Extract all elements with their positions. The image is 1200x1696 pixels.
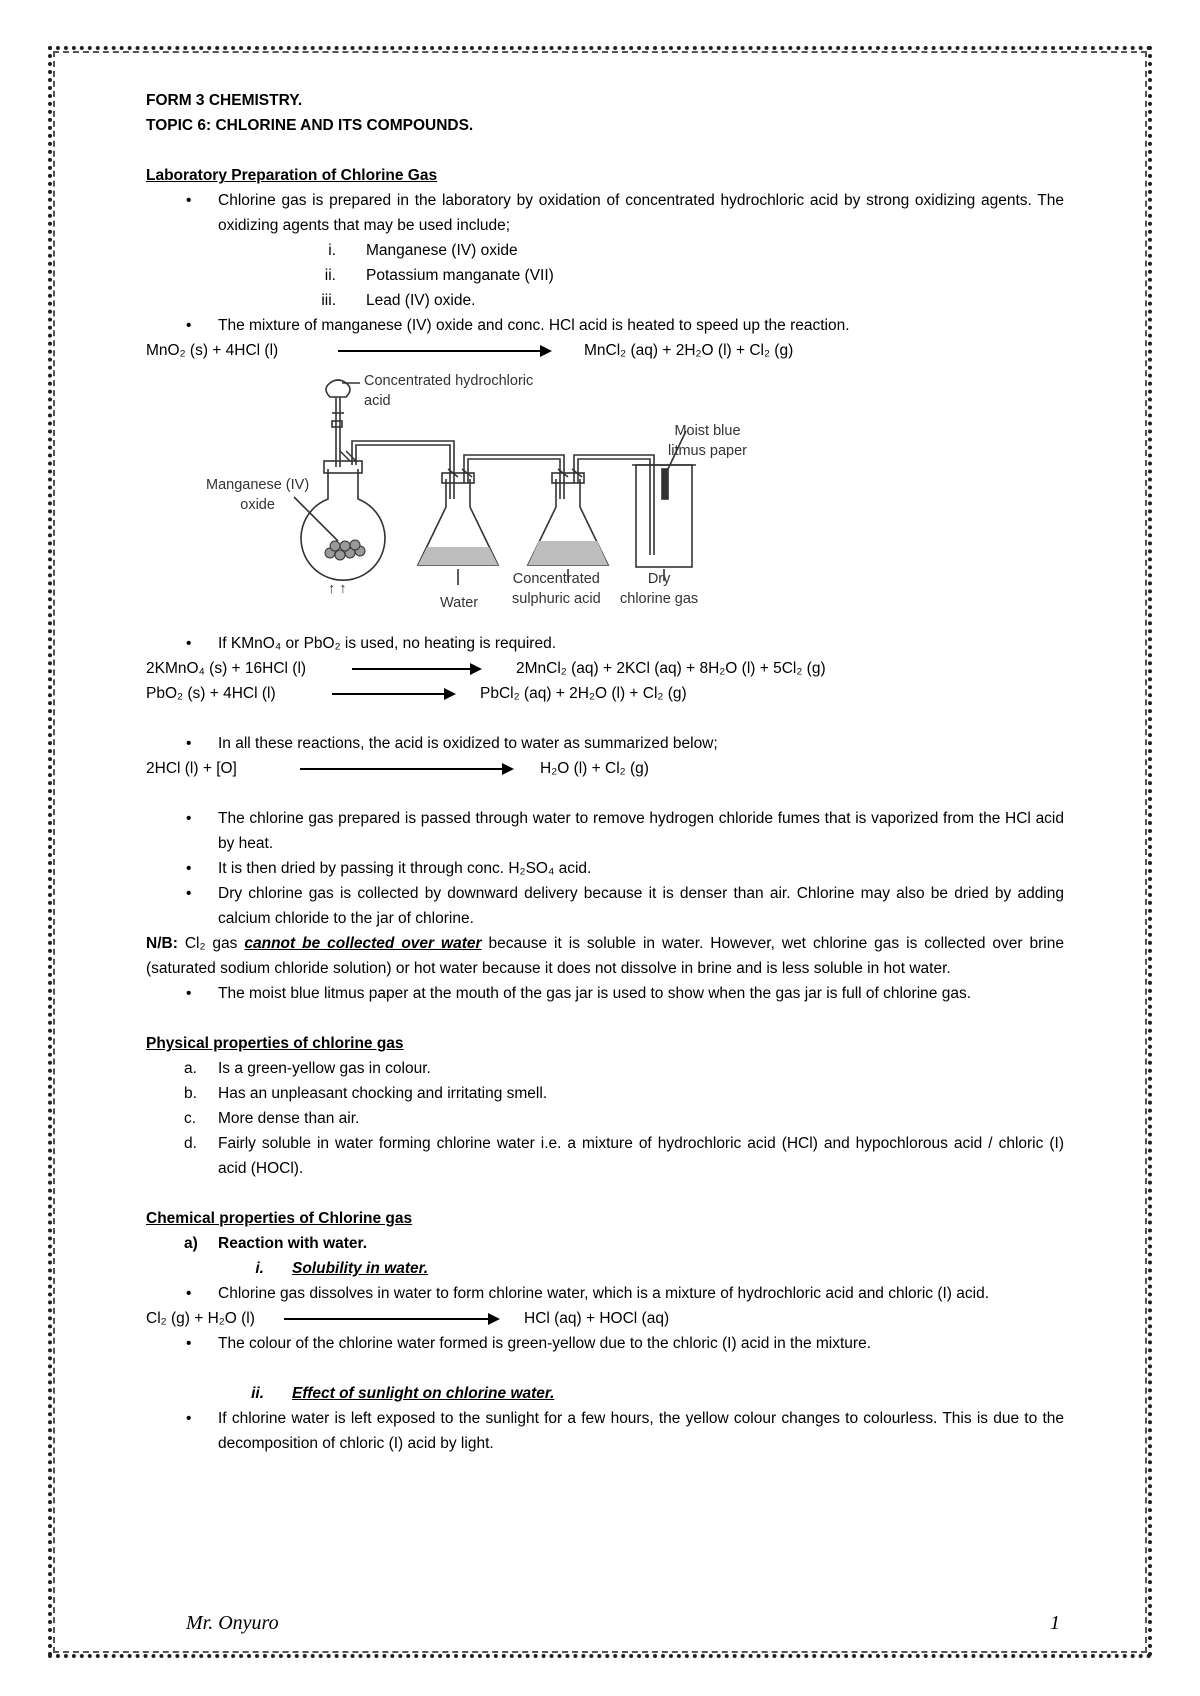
list-item: • If chlorine water is left exposed to the sunlight for a few hours, the yellow colour changes to colourless. This is due to the decomposition of chloric (I) acid by light. bbox=[146, 1406, 1064, 1456]
physical-heading: Physical properties of chlorine gas bbox=[146, 1035, 404, 1052]
page-number: 1 bbox=[1050, 1612, 1060, 1634]
label-dry-gas: Dry chlorine gas bbox=[620, 571, 699, 607]
subheading-a: a) Reaction with water. bbox=[184, 1235, 368, 1252]
bullet-icon: • bbox=[186, 1335, 192, 1352]
label-water: Water bbox=[440, 595, 479, 611]
list-item: • If KMnO₄ or PbO₂ is used, no heating is required. bbox=[146, 631, 1064, 656]
list-item: ii. Potassium manganate (VII) bbox=[324, 267, 554, 284]
list-item: c. More dense than air. bbox=[184, 1110, 360, 1127]
label-mno2: Manganese (IV) oxide bbox=[206, 477, 310, 513]
reaction-arrow-icon bbox=[338, 350, 550, 352]
form-title: FORM 3 CHEMISTRY. bbox=[146, 92, 303, 109]
equation-oxidation: 2HCl (l) + [O] H₂O (l) + Cl₂ (g) bbox=[146, 760, 649, 777]
list-item: • Chlorine gas dissolves in water to form chlorine water, which is a mixture of hydrochloric acid and chloric (I) acid. bbox=[146, 1281, 1064, 1306]
reaction-arrow-icon bbox=[300, 768, 512, 770]
label-litmus: Moist blue litmus paper bbox=[668, 423, 747, 459]
list-item: • It is then dried by passing it through conc. H₂SO₄ acid. bbox=[146, 856, 1064, 881]
bullet-icon: • bbox=[186, 735, 192, 752]
list-item: d. Fairly soluble in water forming chlorine water i.e. a mixture of hydrochloric acid (HCl) and hypochlorous acid / chloric (I) acid (HOCl). bbox=[184, 1135, 1064, 1177]
bullet-icon: • bbox=[186, 860, 192, 877]
equation-mno2: MnO₂ (s) + 4HCl (l) MnCl₂ (aq) + 2H₂O (l) + Cl₂ (g) bbox=[146, 342, 794, 359]
chemical-heading: Chemical properties of Chlorine gas bbox=[146, 1210, 413, 1227]
bullet-icon: • bbox=[186, 810, 192, 827]
equation-chlorine-water: Cl₂ (g) + H₂O (l) HCl (aq) + HOCl (aq) bbox=[146, 1310, 670, 1327]
list-item: • The moist blue litmus paper at the mouth of the gas jar is used to show when the gas jar is full of chlorine gas. bbox=[146, 981, 1064, 1006]
document-body bbox=[146, 88, 1064, 1456]
bullet-icon: • bbox=[186, 317, 192, 334]
heat-arrows-icon: ↑ ↑ bbox=[328, 581, 347, 597]
label-sulphuric: Concentrated sulphuric acid bbox=[512, 571, 601, 607]
apparatus-diagram bbox=[146, 369, 1064, 631]
list-item: • The mixture of manganese (IV) oxide and conc. HCl acid is heated to speed up the reaction. bbox=[146, 313, 1064, 338]
list-item: • Chlorine gas is prepared in the laboratory by oxidation of concentrated hydrochloric acid by strong oxidizing agents. The oxidizing agents that may be used include; bbox=[146, 188, 1064, 238]
reaction-arrow-icon bbox=[332, 693, 454, 695]
list-item: • The colour of the chlorine water formed is green-yellow due to the chloric (I) acid in the mixture. bbox=[146, 1331, 1064, 1356]
subheading-ii: ii. Effect of sunlight on chlorine water. bbox=[251, 1385, 555, 1402]
list-item: b. Has an unpleasant chocking and irritating smell. bbox=[184, 1085, 548, 1102]
reaction-arrow-icon bbox=[352, 668, 480, 670]
list-item: i. Manganese (IV) oxide bbox=[328, 242, 518, 259]
list-item: a. Is a green-yellow gas in colour. bbox=[184, 1060, 431, 1077]
list-item: iii. Lead (IV) oxide. bbox=[321, 292, 476, 309]
bullet-icon: • bbox=[186, 635, 192, 652]
equation-kmno4: 2KMnO₄ (s) + 16HCl (l) 2MnCl₂ (aq) + 2KCl (aq) + 8H₂O (l) + 5Cl₂ (g) bbox=[146, 660, 826, 677]
reaction-arrow-icon bbox=[284, 1318, 498, 1320]
footer-author: Mr. Onyuro bbox=[186, 1612, 279, 1634]
equation-pbo2: PbO₂ (s) + 4HCl (l) PbCl₂ (aq) + 2H₂O (l) + Cl₂ (g) bbox=[146, 685, 687, 702]
bullet-icon: • bbox=[186, 885, 192, 902]
bullet-icon: • bbox=[186, 192, 192, 209]
bullet-icon: • bbox=[186, 1410, 192, 1427]
nb-note: N/B: Cl₂ gas cannot be collected over water because it is soluble in water. However, wet chlorine gas is collected over brine (saturated sodium chloride solution) or hot water because it does not dissolve in brine and is less soluble in hot water. bbox=[146, 935, 1064, 977]
bullet-icon: • bbox=[186, 985, 192, 1002]
label-hcl: Concentrated hydrochloric acid bbox=[364, 373, 534, 409]
list-item: • Dry chlorine gas is collected by downward delivery because it is denser than air. Chlorine may also be dried by adding calcium chloride to the jar of chlorine. bbox=[146, 881, 1064, 931]
subheading-i: i. Solubility in water. bbox=[255, 1260, 429, 1277]
lab-prep-heading: Laboratory Preparation of Chlorine Gas bbox=[146, 167, 438, 184]
list-item: • In all these reactions, the acid is oxidized to water as summarized below; bbox=[146, 731, 1064, 756]
bullet-icon: • bbox=[186, 1285, 192, 1302]
topic-title: TOPIC 6: CHLORINE AND ITS COMPOUNDS. bbox=[146, 117, 474, 134]
list-item: • The chlorine gas prepared is passed through water to remove hydrogen chloride fumes that is vaporized from the HCl acid by heat. bbox=[146, 806, 1064, 856]
